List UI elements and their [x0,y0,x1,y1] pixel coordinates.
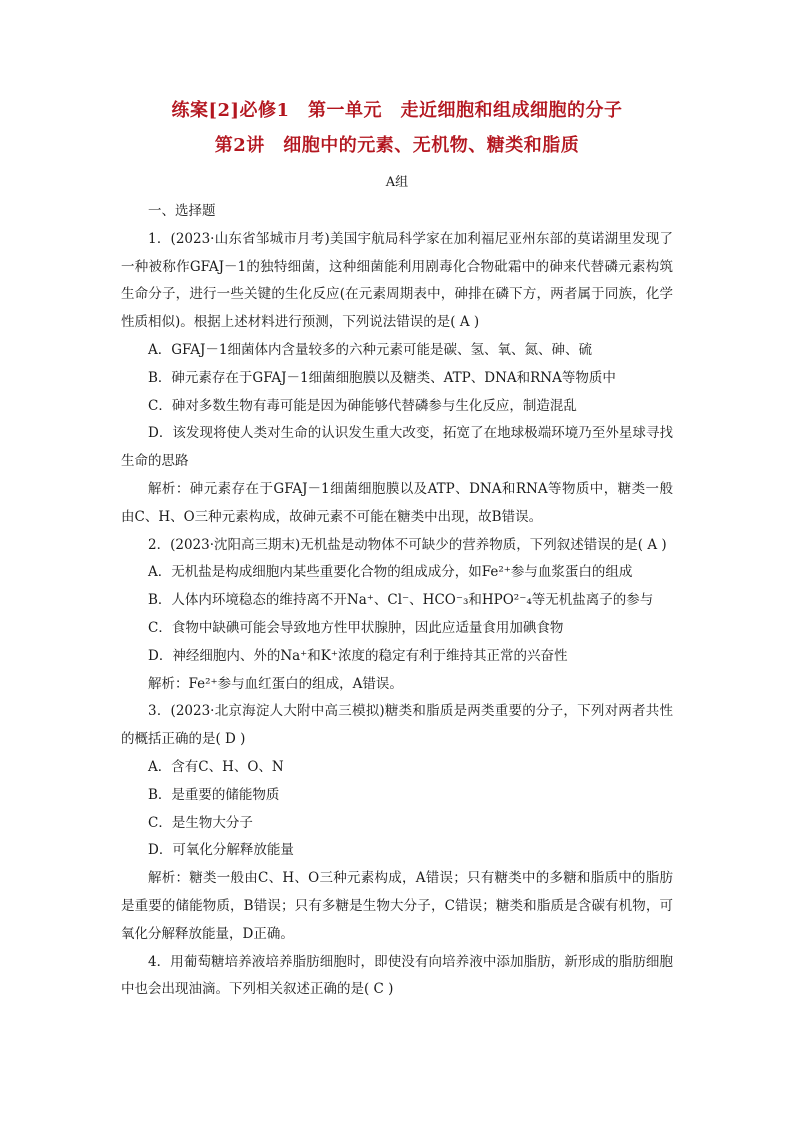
lesson-title: 第2讲 细胞中的元素、无机物、糖类和脂质 [214,135,580,156]
question-4-stem: 4．用葡萄糖培养液培养脂肪细胞时，即使没有向培养液中添加脂肪，新形成的脂肪细胞中也会出现油滴。下列相关叙述正确的是( C ) [121,953,673,998]
group-label: A组 [385,175,409,190]
section-heading: 一、选择题 [148,203,216,219]
question-1-option-d: D．该发现将使人类对生命的认识发生重大改变，拓宽了在地球极端环境乃至外星球寻找生命的思路 [121,425,673,470]
question-2-option-d: D．神经细胞内、外的Na⁺和K⁺浓度的稳定有利于维持其正常的兴奋性 [148,647,568,664]
question-3-option-d: D．可氧化分解释放能量 [148,842,294,859]
question-2-analysis: 解析：Fe²⁺参与血红蛋白的组成，A错误。 [148,675,403,692]
question-1-option-a: A．GFAJ－1细菌体内含量较多的六种元素可能是碳、氢、氧、氮、砷、硫 [148,341,592,358]
question-content [121,198,673,1004]
question-1-stem: 1．(2023·山东省邹城市月考)美国宇航局科学家在加利福尼亚州东部的莫诺湖里发现了一种被称作GFAJ－1的独特细菌，这种细菌能利用剧毒化合物砒霜中的砷来代替磷元素构筑生命分子，进行一些关键的生化反应(在元素周期表中，砷排在磷下方，两者属于同族，化学性质相似)。根据上述材料进行预测，下列说法错误的是( A ) [121,230,673,331]
question-2-option-c: C．食物中缺碘可能会导致地方性甲状腺肿，因此应适量食用加碘食物 [148,619,564,636]
question-2-option-b: B．人体内环境稳态的维持离不开Na⁺、Cl⁻、HCO⁻₃和HPO²⁻₄等无机盐离子的参与 [148,592,654,609]
question-3-analysis: 解析：糖类一般由C、H、O三种元素构成，A错误；只有糖类中的多糖和脂质中的脂肪是重要的储能物质，B错误；只有多糖是生物大分子，C错误；糖类和脂质是含碳有机物，可氧化分解释放能量，D正确。 [121,870,673,942]
document-title: 练案[2]必修1 第一单元 走近细胞和组成细胞的分子 [171,100,623,121]
question-1-analysis: 解析：砷元素存在于GFAJ－1细菌细胞膜以及ATP、DNA和RNA等物质中，糖类一般由C、H、O三种元素构成，故砷元素不可能在糖类中出现，故B错误。 [121,480,673,525]
question-2-option-a: A．无机盐是构成细胞内某些重要化合物的组成成分，如Fe²⁺参与血浆蛋白的组成 [148,564,633,581]
question-3-option-b: B．是重要的储能物质 [148,786,280,803]
question-1-option-c: C．砷对多数生物有毒可能是因为砷能够代替磷参与生化反应，制造混乱 [148,397,577,414]
question-3-option-a: A．含有C、H、O、N [148,758,284,775]
question-2-stem: 2．(2023·沈阳高三期末)无机盐是动物体不可缺少的营养物质，下列叙述错误的是( A ) [148,536,667,553]
question-1-option-b: B．砷元素存在于GFAJ－1细菌细胞膜以及糖类、ATP、DNA和RNA等物质中 [148,369,616,386]
question-3-stem: 3．(2023·北京海淀人大附中高三模拟)糖类和脂质是两类重要的分子，下列对两者共性的概括正确的是( D ) [121,703,673,748]
question-3-option-c: C．是生物大分子 [148,814,253,831]
